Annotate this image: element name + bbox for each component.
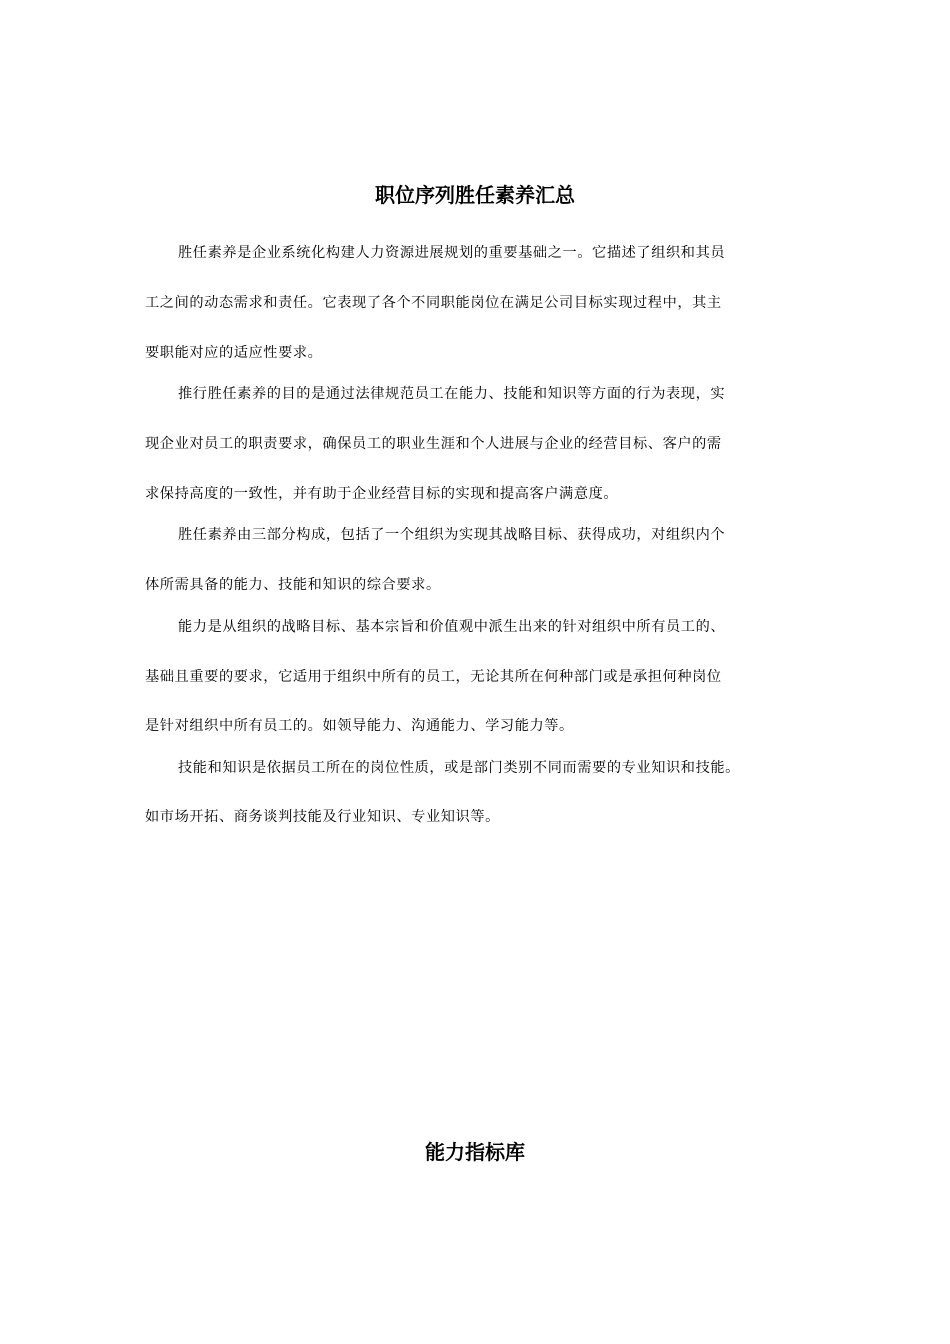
paragraph-3-line-2: 体所需具备的能力、技能和知识的综合要求。 xyxy=(145,577,441,593)
paragraph-2-line-2: 现企业对员工的职责要求，确保员工的职业生涯和个人进展与企业的经营目标、客户的需 xyxy=(145,436,722,452)
paragraph-2-line-1: 推行胜任素养的目的是通过法律规范员工在能力、技能和知识等方面的行为表现，实 xyxy=(178,386,726,402)
paragraph-5-line-2: 如市场开拓、商务谈判技能及行业知识、专业知识等。 xyxy=(145,809,500,825)
paragraph-1-line-1: 胜任素养是企业系统化构建人力资源进展规划的重要基础之一。它描述了组织和其员 xyxy=(178,245,726,261)
paragraph-2-line-3: 求保持高度的一致性，并有助于企业经营目标的实现和提高客户满意度。 xyxy=(145,486,619,502)
paragraph-3-line-1: 胜任素养由三部分构成，包括了一个组织为实现其战略目标、获得成功，对组织内个 xyxy=(178,527,726,543)
paragraph-5-line-1: 技能和知识是依据员工所在的岗位性质，或是部门类别不同而需要的专业知识和技能。 xyxy=(178,760,740,776)
paragraph-4-line-2: 基础且重要的要求，它适用于组织中所有的员工，无论其所在何种部门或是承担何种岗位 xyxy=(145,669,722,685)
paragraph-4-line-3: 是针对组织中所有员工的。如领导能力、沟通能力、学习能力等。 xyxy=(145,718,574,734)
paragraph-1-line-2: 工之间的动态需求和责任。它表现了各个不同职能岗位在满足公司目标实现过程中，其主 xyxy=(145,295,722,311)
page-title: 职位序列胜任素养汇总 xyxy=(375,183,575,207)
paragraph-1-line-3: 要职能对应的适应性要求。 xyxy=(145,345,323,361)
section-title: 能力指标库 xyxy=(425,1140,525,1164)
paragraph-4-line-1: 能力是从组织的战略目标、基本宗旨和价值观中派生出来的针对组织中所有员工的、 xyxy=(178,619,726,635)
